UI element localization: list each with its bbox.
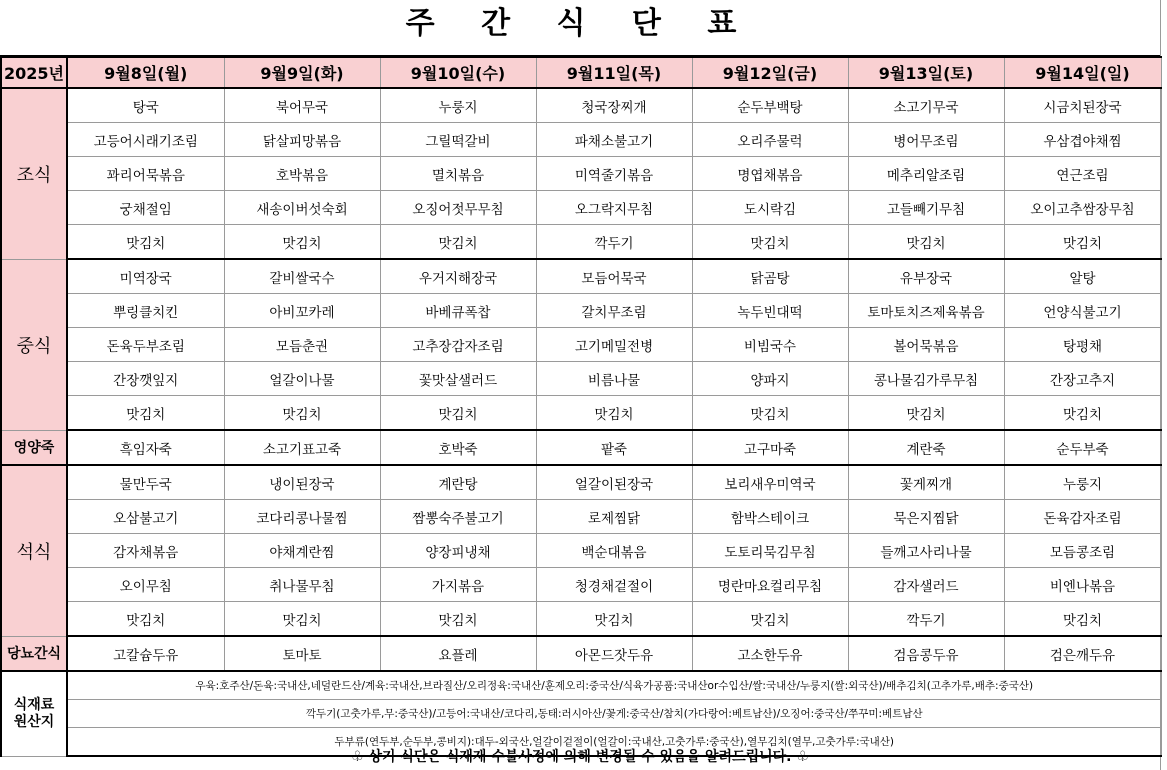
menu-item: 소고기무국 [848, 88, 1004, 123]
menu-item: 짬뽕숙주불고기 [380, 500, 536, 534]
menu-item: 맛김치 [1004, 396, 1161, 431]
page-title: 주 간 식 단 표 [405, 6, 755, 41]
menu-row [1, 396, 1161, 431]
menu-item: 고구마죽 [692, 430, 848, 465]
menu-item: 맛김치 [224, 225, 380, 260]
menu-item: 검은깨두유 [1004, 636, 1161, 671]
menu-item: 맛김치 [1004, 225, 1161, 260]
menu-item: 흑임자죽 [67, 430, 224, 465]
menu-item: 맛김치 [848, 225, 1004, 260]
menu-item: 모듬콩조림 [1004, 534, 1161, 568]
menu-item: 로제찜닭 [536, 500, 692, 534]
menu-item: 유부장국 [848, 259, 1004, 294]
menu-item: 고추장감자조림 [380, 328, 536, 362]
menu-item: 맛김치 [380, 225, 536, 260]
origin-row [1, 700, 1161, 728]
menu-item: 고칼슘두유 [67, 636, 224, 671]
menu-item: 계란탕 [380, 465, 536, 500]
menu-item: 깍두기 [536, 225, 692, 260]
menu-row [1, 362, 1161, 396]
menu-item: 취나물무침 [224, 568, 380, 602]
menu-item: 파채소불고기 [536, 123, 692, 157]
menu-row [1, 294, 1161, 328]
menu-item: 야채계란찜 [224, 534, 380, 568]
menu-item: 묵은지찜닭 [848, 500, 1004, 534]
menu-item: 맛김치 [67, 602, 224, 637]
menu-row [1, 157, 1161, 191]
origin-row [1, 671, 1161, 700]
menu-item: 꽃게찌개 [848, 465, 1004, 500]
menu-item: 감자채볶음 [67, 534, 224, 568]
menu-item: 명란마요컬리무침 [692, 568, 848, 602]
menu-item: 코다리콩나물찜 [224, 500, 380, 534]
menu-item: 그릴떡갈비 [380, 123, 536, 157]
menu-item: 보리새우미역국 [692, 465, 848, 500]
day-header-3: 9월10일(수) [380, 57, 536, 88]
meal-category: 조식 [1, 88, 67, 259]
menu-item: 오리주물럭 [692, 123, 848, 157]
menu-item: 호박볶음 [224, 157, 380, 191]
menu-item: 감자샐러드 [848, 568, 1004, 602]
menu-item: 누룽지 [380, 88, 536, 123]
menu-item: 새송이버섯숙회 [224, 191, 380, 225]
menu-item: 맛김치 [692, 396, 848, 431]
menu-row [1, 328, 1161, 362]
menu-row [1, 225, 1161, 260]
menu-item: 오삼불고기 [67, 500, 224, 534]
menu-item: 볼어묵볶음 [848, 328, 1004, 362]
weekly-menu-table [0, 56, 1162, 757]
menu-item: 꽃맛살샐러드 [380, 362, 536, 396]
menu-item: 연근조림 [1004, 157, 1161, 191]
menu-item: 녹두빈대떡 [692, 294, 848, 328]
menu-item: 요플레 [380, 636, 536, 671]
menu-row [1, 500, 1161, 534]
meal-category: 중식 [1, 259, 67, 430]
menu-item: 언양식불고기 [1004, 294, 1161, 328]
menu-item: 맛김치 [1004, 602, 1161, 637]
menu-item: 바베큐폭찹 [380, 294, 536, 328]
menu-item: 미역장국 [67, 259, 224, 294]
meal-category: 영양죽 [1, 430, 67, 465]
menu-item: 도시락김 [692, 191, 848, 225]
menu-item: 맛김치 [848, 396, 1004, 431]
menu-item: 우삼겹야채찜 [1004, 123, 1161, 157]
menu-item: 맛김치 [224, 602, 380, 637]
menu-item: 간장고추지 [1004, 362, 1161, 396]
day-header-6: 9월13일(토) [848, 57, 1004, 88]
menu-item: 북어무국 [224, 88, 380, 123]
menu-item: 비엔나볶음 [1004, 568, 1161, 602]
menu-item: 갈치무조림 [536, 294, 692, 328]
menu-item: 아몬드잣두유 [536, 636, 692, 671]
menu-item: 고기메밀전병 [536, 328, 692, 362]
menu-item: 검음콩두유 [848, 636, 1004, 671]
change-notice: ♧ 상기 식단은 식재재 수불사정에 의해 변경될 수 있음을 알려드립니다. ♧ [351, 749, 809, 765]
menu-item: 오그락지무침 [536, 191, 692, 225]
menu-item: 콩나물김가루무침 [848, 362, 1004, 396]
menu-item: 토마토치즈제육볶음 [848, 294, 1004, 328]
menu-item: 닭곰탕 [692, 259, 848, 294]
origin-label-line2: 원산지 [13, 713, 55, 730]
origin-text: 깍두기(고춧가루,무:중국산)/고등어:국내산/코다리,동태:러시아산/꽃게:중국산/참치(가다랑어:베트남산)/오징어:중국산/쭈꾸미:베트남산 [67, 700, 1161, 728]
menu-item: 명엽채볶음 [692, 157, 848, 191]
menu-item: 함박스테이크 [692, 500, 848, 534]
menu-row [1, 602, 1161, 637]
menu-item: 비빔국수 [692, 328, 848, 362]
day-header-5: 9월12일(금) [692, 57, 848, 88]
menu-item: 간장깻잎지 [67, 362, 224, 396]
menu-item: 오이무침 [67, 568, 224, 602]
menu-item: 탕국 [67, 88, 224, 123]
day-header-1: 9월8일(월) [67, 57, 224, 88]
menu-item: 알탕 [1004, 259, 1161, 294]
menu-item: 닭살피망볶음 [224, 123, 380, 157]
menu-item: 탕평채 [1004, 328, 1161, 362]
menu-item: 오이고추쌈장무침 [1004, 191, 1161, 225]
menu-row [1, 88, 1161, 123]
header-row [1, 57, 1161, 88]
menu-item: 메추리알조림 [848, 157, 1004, 191]
menu-item: 병어무조림 [848, 123, 1004, 157]
menu-item: 궁채절임 [67, 191, 224, 225]
origin-label-line1: 식재료 [13, 696, 55, 713]
menu-item: 오징어젓무무침 [380, 191, 536, 225]
menu-item: 아비꼬카레 [224, 294, 380, 328]
menu-item: 비름나물 [536, 362, 692, 396]
menu-item: 토마토 [224, 636, 380, 671]
menu-item: 모듬어묵국 [536, 259, 692, 294]
menu-item: 우거지해장국 [380, 259, 536, 294]
menu-item: 꽈리어묵볶음 [67, 157, 224, 191]
meal-category: 석식 [1, 465, 67, 636]
menu-item: 돈육두부조림 [67, 328, 224, 362]
menu-item: 들깨고사리나물 [848, 534, 1004, 568]
menu-item: 순두부죽 [1004, 430, 1161, 465]
menu-item: 맛김치 [380, 602, 536, 637]
menu-item: 누룽지 [1004, 465, 1161, 500]
menu-item: 얼갈이된장국 [536, 465, 692, 500]
menu-item: 맛김치 [692, 225, 848, 260]
day-header-4: 9월11일(목) [536, 57, 692, 88]
menu-item: 가지볶음 [380, 568, 536, 602]
day-header-2: 9월9일(화) [224, 57, 380, 88]
menu-item: 미역줄기볶음 [536, 157, 692, 191]
menu-item: 맛김치 [67, 225, 224, 260]
menu-item: 양파지 [692, 362, 848, 396]
menu-item: 맛김치 [380, 396, 536, 431]
menu-row [1, 465, 1161, 500]
menu-item: 맛김치 [224, 396, 380, 431]
menu-item: 고소한두유 [692, 636, 848, 671]
menu-item: 돈육감자조림 [1004, 500, 1161, 534]
menu-item: 맛김치 [536, 602, 692, 637]
menu-item: 깍두기 [848, 602, 1004, 637]
menu-row [1, 430, 1161, 465]
menu-row [1, 636, 1161, 671]
menu-item: 고등어시래기조림 [67, 123, 224, 157]
origin-text: 우육:호주산/돈육:국내산,네덜란드산/계육:국내산,브라질산/오리정육:국내산/훈제오리:중국산/식육가공품:국내산or수입산/쌀:국내산/누룽지(쌀:외국산)/배추김치(고추가루,배추:중국산) [67, 671, 1161, 700]
meal-category: 당뇨간식 [1, 636, 67, 671]
title-row [0, 0, 1160, 57]
menu-item: 청국장찌개 [536, 88, 692, 123]
menu-item: 맛김치 [536, 396, 692, 431]
menu-item: 냉이된장국 [224, 465, 380, 500]
menu-row [1, 191, 1161, 225]
menu-row [1, 123, 1161, 157]
menu-item: 맛김치 [67, 396, 224, 431]
menu-item: 고들빼기무침 [848, 191, 1004, 225]
menu-item: 계란죽 [848, 430, 1004, 465]
menu-item: 도토리묵김무침 [692, 534, 848, 568]
menu-item: 소고기표고죽 [224, 430, 380, 465]
menu-item: 모듬춘권 [224, 328, 380, 362]
menu-item: 물만두국 [67, 465, 224, 500]
menu-row [1, 259, 1161, 294]
menu-item: 갈비쌀국수 [224, 259, 380, 294]
menu-item: 순두부백탕 [692, 88, 848, 123]
menu-item: 맛김치 [692, 602, 848, 637]
menu-row [1, 534, 1161, 568]
menu-item: 멸치볶음 [380, 157, 536, 191]
menu-item: 백순대볶음 [536, 534, 692, 568]
menu-item: 호박죽 [380, 430, 536, 465]
menu-item: 시금치된장국 [1004, 88, 1161, 123]
origin-text: 두부류(연두부,순두부,콩비지):대두-외국산,얼갈이겉절이(얼갈이:국내산,고춧가루:중국산),열무김치(열무,고춧가루:국내산) [67, 728, 1161, 757]
menu-item: 청경채겉절이 [536, 568, 692, 602]
menu-item: 얼갈이나물 [224, 362, 380, 396]
menu-item: 양장피냉채 [380, 534, 536, 568]
year-cell: 2025년 [1, 57, 67, 88]
menu-item: 팥죽 [536, 430, 692, 465]
day-header-7: 9월14일(일) [1004, 57, 1161, 88]
menu-row [1, 568, 1161, 602]
menu-item: 뿌링클치킨 [67, 294, 224, 328]
